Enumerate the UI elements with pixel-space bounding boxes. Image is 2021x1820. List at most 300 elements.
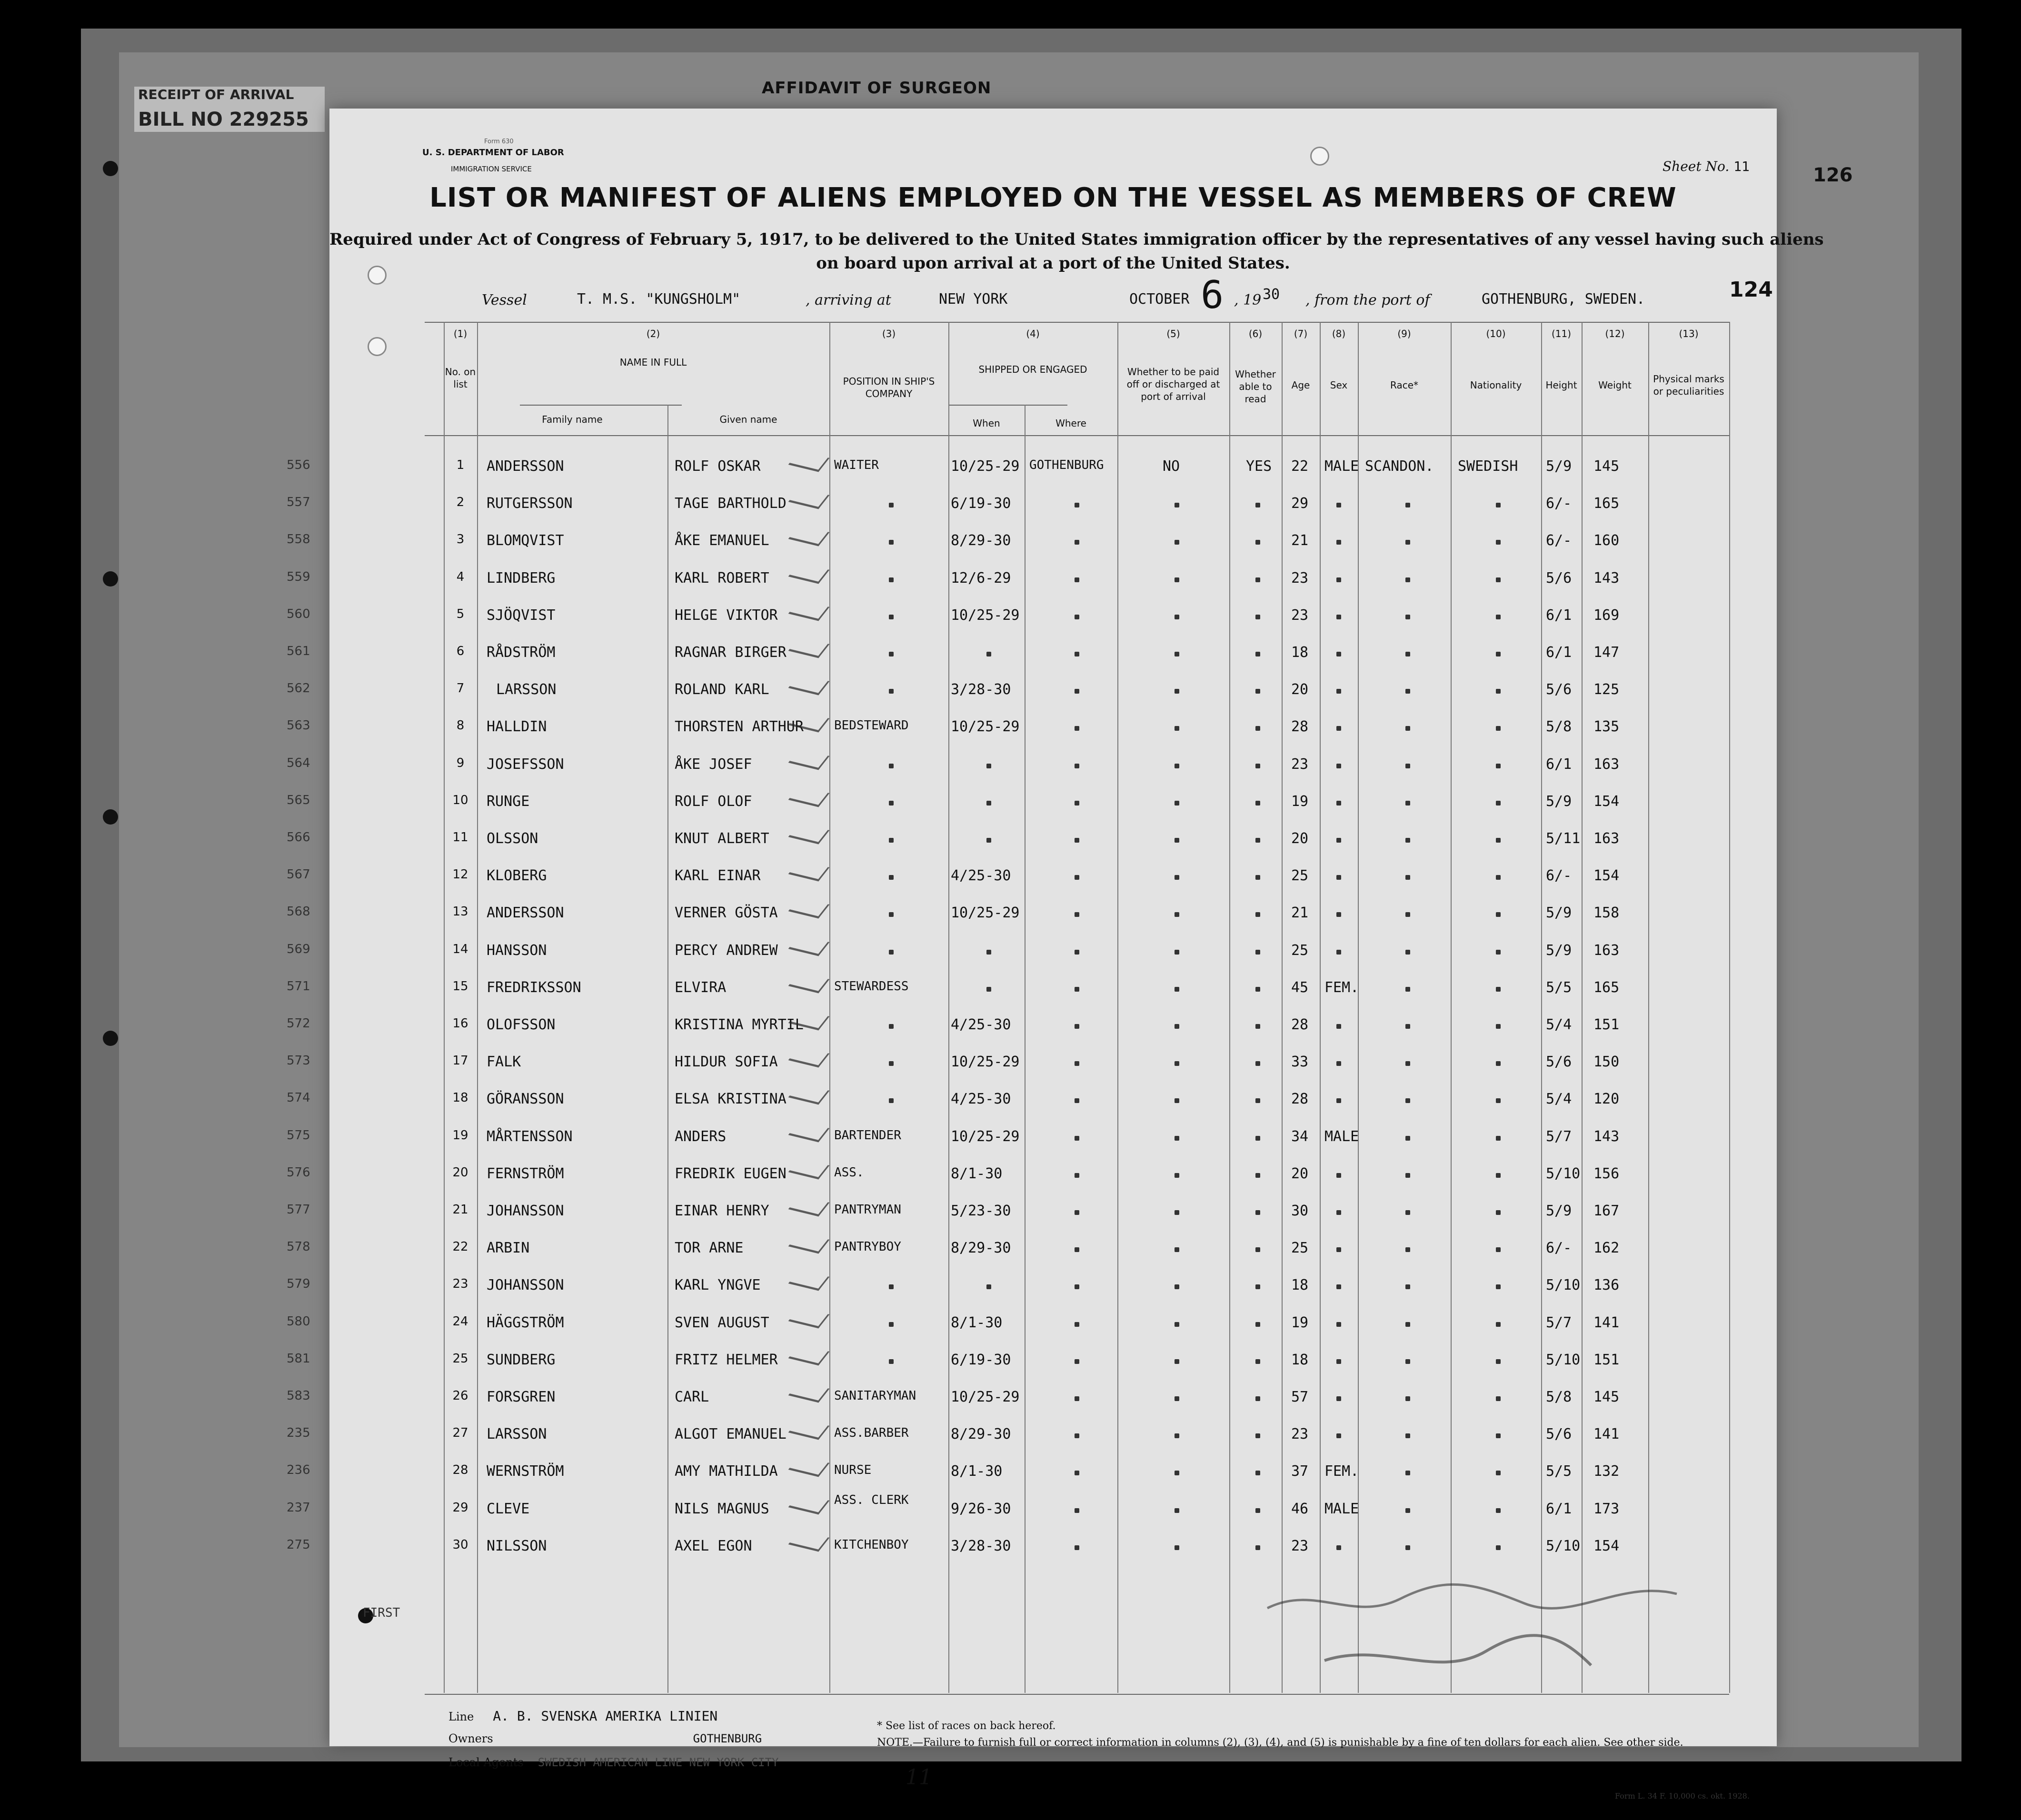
given-name: CARL bbox=[675, 1389, 709, 1405]
row-number: 14 bbox=[452, 942, 468, 956]
ditto-mark bbox=[1405, 615, 1410, 619]
ditto-mark bbox=[1405, 1210, 1410, 1215]
ditto-mark bbox=[889, 503, 894, 507]
line-label: Line bbox=[448, 1710, 474, 1723]
height: 5/8 bbox=[1546, 718, 1572, 736]
footer-rule bbox=[425, 1694, 1729, 1695]
sex: MALE bbox=[1324, 1128, 1359, 1145]
ditto-mark bbox=[1405, 1061, 1410, 1066]
paid-off: NO bbox=[1163, 458, 1180, 475]
ditto-mark bbox=[1255, 1396, 1260, 1401]
shipped-when: 10/25-29 bbox=[951, 905, 1020, 922]
row-number: 25 bbox=[452, 1351, 468, 1366]
ditto-mark bbox=[1336, 1210, 1341, 1215]
ditto-mark bbox=[1175, 1545, 1179, 1550]
col4-header: SHIPPED OR ENGAGED bbox=[978, 364, 1087, 375]
ditto-mark bbox=[1075, 1247, 1079, 1252]
ditto-mark bbox=[1336, 1359, 1341, 1364]
manifest-page bbox=[287, 109, 1824, 1800]
position: NURSE bbox=[834, 1463, 872, 1478]
col3-header: POSITION IN SHIP'S COMPANY bbox=[843, 376, 935, 399]
family-name: SUNDBERG bbox=[487, 1351, 556, 1368]
ditto-mark bbox=[1496, 987, 1501, 992]
position: ASS.BARBER bbox=[834, 1426, 909, 1441]
ditto-mark bbox=[986, 1284, 991, 1289]
family-name: HALLDIN bbox=[487, 718, 547, 736]
col8-header: Sex bbox=[1330, 379, 1348, 391]
row-number: 26 bbox=[452, 1389, 468, 1403]
family-name: FORSGREN bbox=[487, 1389, 556, 1405]
ditto-mark bbox=[889, 577, 894, 582]
height: 6/- bbox=[1546, 1240, 1572, 1257]
ditto-mark bbox=[1075, 540, 1079, 545]
ditto-mark bbox=[889, 1061, 894, 1066]
height: 6/- bbox=[1546, 495, 1572, 512]
ditto-mark bbox=[1075, 652, 1079, 656]
row-margin-number: 577 bbox=[287, 1203, 310, 1217]
pasted-label-title: RECEIPT OF ARRIVAL bbox=[138, 87, 294, 102]
ditto-mark bbox=[1496, 1508, 1501, 1513]
ditto-mark bbox=[1496, 1098, 1501, 1103]
age: 21 bbox=[1291, 905, 1309, 922]
ditto-mark bbox=[1075, 503, 1079, 507]
ditto-mark bbox=[1405, 1136, 1410, 1141]
given-name: RAGNAR BIRGER bbox=[675, 644, 786, 661]
ditto-mark bbox=[1336, 577, 1341, 582]
sheet-label: Sheet No. bbox=[1663, 159, 1730, 174]
age: 25 bbox=[1291, 942, 1309, 959]
given-name: ELSA KRISTINA bbox=[675, 1091, 786, 1108]
ditto-mark bbox=[889, 875, 894, 880]
check-mark bbox=[788, 1046, 830, 1068]
col5-header: Whether to be paid off or discharged at port of arrival bbox=[1126, 366, 1220, 402]
height: 5/6 bbox=[1546, 681, 1572, 698]
row-number: 8 bbox=[456, 718, 465, 733]
check-mark bbox=[788, 525, 830, 547]
name-subheader-rule bbox=[520, 405, 682, 406]
height: 5/6 bbox=[1546, 1054, 1572, 1071]
binder-hole bbox=[103, 1031, 118, 1046]
height: 6/- bbox=[1546, 532, 1572, 549]
age: 18 bbox=[1291, 644, 1309, 661]
weight: 145 bbox=[1593, 458, 1620, 475]
form-id: Form 630 bbox=[484, 138, 514, 145]
age: 33 bbox=[1291, 1054, 1309, 1071]
given-name: THORSTEN ARTHUR bbox=[675, 718, 804, 736]
col9-header: Race* bbox=[1390, 379, 1418, 391]
ditto-mark bbox=[1175, 987, 1179, 992]
weight: 154 bbox=[1593, 793, 1620, 810]
shipped-when: 12/6-29 bbox=[951, 569, 1011, 587]
ditto-mark bbox=[1255, 577, 1260, 582]
ditto-mark bbox=[1175, 1061, 1179, 1066]
ditto-mark bbox=[1175, 950, 1179, 955]
ditto-mark bbox=[1255, 987, 1260, 992]
col12-header: Weight bbox=[1598, 379, 1632, 391]
col2-number: (2) bbox=[646, 328, 660, 339]
row-margin-number: 583 bbox=[287, 1389, 310, 1403]
height: 5/9 bbox=[1546, 458, 1572, 475]
ditto-mark bbox=[1336, 1061, 1341, 1066]
ditto-mark bbox=[1175, 912, 1179, 917]
ditto-mark bbox=[1075, 1322, 1079, 1327]
given-name: NILS MAGNUS bbox=[675, 1500, 769, 1517]
ditto-mark bbox=[1496, 503, 1501, 507]
ditto-mark bbox=[1075, 838, 1079, 843]
given-name: KNUT ALBERT bbox=[675, 830, 769, 847]
ditto-mark bbox=[1336, 912, 1341, 917]
ditto-mark bbox=[1175, 726, 1179, 731]
check-mark bbox=[788, 897, 830, 919]
row-margin-number: 575 bbox=[287, 1128, 310, 1143]
weight: 163 bbox=[1593, 830, 1620, 847]
ditto-mark bbox=[1405, 1322, 1410, 1327]
position: PANTRYBOY bbox=[834, 1240, 901, 1254]
age: 28 bbox=[1291, 1091, 1309, 1108]
ditto-mark bbox=[1496, 652, 1501, 656]
row-margin-number: 578 bbox=[287, 1240, 310, 1254]
ditto-mark bbox=[1336, 503, 1341, 507]
given-name: HELGE VIKTOR bbox=[675, 607, 778, 624]
position: BARTENDER bbox=[834, 1128, 901, 1143]
age: 25 bbox=[1291, 867, 1309, 885]
check-mark bbox=[788, 1307, 830, 1328]
ditto-mark bbox=[1336, 652, 1341, 656]
ditto-mark bbox=[1175, 838, 1179, 843]
ditto-mark bbox=[1255, 875, 1260, 880]
department-line: U. S. DEPARTMENT OF LABOR bbox=[422, 148, 564, 158]
ditto-mark bbox=[889, 652, 894, 656]
height: 5/7 bbox=[1546, 1314, 1572, 1331]
row-number: 9 bbox=[456, 756, 465, 770]
weight: 135 bbox=[1593, 718, 1620, 736]
age: 19 bbox=[1291, 793, 1309, 810]
age: 23 bbox=[1291, 1537, 1309, 1554]
check-mark bbox=[788, 1344, 830, 1365]
age: 18 bbox=[1291, 1351, 1309, 1368]
ditto-mark bbox=[1175, 652, 1179, 656]
punch-hole bbox=[368, 337, 387, 356]
given-name: ALGOT EMANUEL bbox=[675, 1426, 786, 1443]
given-name: SVEN AUGUST bbox=[675, 1314, 769, 1331]
ditto-mark bbox=[1175, 1136, 1179, 1141]
shipped-when: 8/29-30 bbox=[951, 532, 1011, 549]
row-margin-number: 572 bbox=[287, 1016, 310, 1031]
col13-number: (13) bbox=[1679, 328, 1699, 339]
row-margin-number: 557 bbox=[287, 495, 310, 510]
ditto-mark bbox=[1336, 1433, 1341, 1438]
ditto-mark bbox=[889, 838, 894, 843]
family-name: GÖRANSSON bbox=[487, 1091, 564, 1108]
row-number: 11 bbox=[452, 830, 468, 845]
ditto-mark bbox=[1496, 1247, 1501, 1252]
from-label: , from the port of bbox=[1305, 292, 1430, 308]
check-mark bbox=[788, 972, 830, 993]
col6-number: (6) bbox=[1248, 328, 1263, 339]
ditto-mark bbox=[1175, 1173, 1179, 1178]
given-name: ÅKE EMANUEL bbox=[675, 532, 769, 549]
pasted-label-number: BILL NO 229255 bbox=[138, 109, 309, 130]
family-name: WERNSTRÖM bbox=[487, 1463, 564, 1480]
ditto-mark bbox=[1255, 1210, 1260, 1215]
ditto-mark bbox=[1496, 1284, 1501, 1289]
row-number: 10 bbox=[452, 793, 468, 807]
ditto-mark bbox=[1496, 838, 1501, 843]
family-name: OLSSON bbox=[487, 830, 538, 847]
footnote-note: NOTE.—Failure to furnish full or correct information in columns (2), (3), (4), and (5) is punishable by a fine of ten dollars for each alien. See other side. bbox=[877, 1737, 1683, 1749]
ditto-mark bbox=[1175, 1247, 1179, 1252]
vessel-label: Vessel bbox=[482, 292, 527, 308]
ditto-mark bbox=[1496, 1136, 1501, 1141]
row-number: 19 bbox=[452, 1128, 468, 1143]
first-class-note: FIRST bbox=[363, 1606, 400, 1620]
height: 5/5 bbox=[1546, 1463, 1572, 1480]
shipped-when: 3/28-30 bbox=[951, 681, 1011, 698]
requirement-line-2: on board upon arrival at a port of the United States. bbox=[816, 254, 1290, 273]
col1-number: (1) bbox=[453, 328, 468, 339]
family-name: NILSSON bbox=[487, 1537, 547, 1554]
shipped-when: 8/1-30 bbox=[951, 1463, 1003, 1480]
ditto-mark bbox=[1496, 950, 1501, 955]
row-margin-number: 558 bbox=[287, 532, 310, 547]
nationality: SWEDISH bbox=[1458, 458, 1518, 475]
age: 23 bbox=[1291, 756, 1309, 773]
height: 5/6 bbox=[1546, 1426, 1572, 1443]
weight: 136 bbox=[1593, 1277, 1620, 1294]
col4-where-header: Where bbox=[1055, 418, 1086, 429]
col2-header: NAME IN FULL bbox=[619, 357, 687, 368]
ditto-mark bbox=[1405, 577, 1410, 582]
weight: 163 bbox=[1593, 756, 1620, 773]
sex: FEM. bbox=[1324, 979, 1359, 996]
ditto-mark bbox=[1075, 801, 1079, 806]
col4-when-header: When bbox=[973, 418, 1000, 429]
given-name: KARL EINAR bbox=[675, 867, 761, 885]
ditto-mark bbox=[1175, 1210, 1179, 1215]
col12-number: (12) bbox=[1605, 328, 1625, 339]
given-name: ROLAND KARL bbox=[675, 681, 769, 698]
height: 5/8 bbox=[1546, 1389, 1572, 1405]
ditto-mark bbox=[1175, 689, 1179, 694]
check-mark bbox=[788, 1493, 830, 1514]
age: 37 bbox=[1291, 1463, 1309, 1480]
ditto-mark bbox=[1075, 1396, 1079, 1401]
family-name: ANDERSSON bbox=[487, 458, 564, 475]
row-margin-number: 236 bbox=[287, 1463, 310, 1478]
ditto-mark bbox=[1175, 615, 1179, 619]
affidavit-header: AFFIDAVIT OF SURGEON bbox=[762, 79, 992, 98]
ditto-mark bbox=[1255, 1247, 1260, 1252]
check-mark bbox=[788, 748, 830, 770]
row-margin-number: 565 bbox=[287, 793, 310, 807]
ditto-mark bbox=[1075, 1471, 1079, 1475]
age: 21 bbox=[1291, 532, 1309, 549]
age: 22 bbox=[1291, 458, 1309, 475]
age: 20 bbox=[1291, 830, 1309, 847]
ditto-mark bbox=[1075, 726, 1079, 731]
shipped-when: 6/19-30 bbox=[951, 1351, 1011, 1368]
ditto-mark bbox=[1336, 615, 1341, 619]
age: 18 bbox=[1291, 1277, 1309, 1294]
weight: 162 bbox=[1593, 1240, 1620, 1257]
binder-hole bbox=[103, 809, 118, 825]
ditto-mark bbox=[1336, 764, 1341, 768]
requirement-line-1: Required under Act of Congress of February 5, 1917, to be delivered to the United States immigration officer by the representatives of any vessel having such aliens bbox=[329, 230, 1824, 249]
weight: 141 bbox=[1593, 1426, 1620, 1443]
ditto-mark bbox=[1336, 801, 1341, 806]
height: 6/1 bbox=[1546, 1500, 1572, 1517]
ditto-mark bbox=[1496, 764, 1501, 768]
ditto-mark bbox=[1496, 1396, 1501, 1401]
ditto-mark bbox=[1336, 1173, 1341, 1178]
height: 5/4 bbox=[1546, 1091, 1572, 1108]
year-value: 30 bbox=[1263, 286, 1280, 303]
given-name: HILDUR SOFIA bbox=[675, 1054, 778, 1071]
given-name: KARL ROBERT bbox=[675, 569, 769, 587]
ditto-mark bbox=[1175, 1024, 1179, 1029]
ditto-mark bbox=[1255, 1284, 1260, 1289]
row-number: 2 bbox=[456, 495, 465, 510]
ditto-mark bbox=[1405, 764, 1410, 768]
row-margin-number: 237 bbox=[287, 1500, 310, 1515]
ditto-mark bbox=[1336, 1545, 1341, 1550]
ditto-mark bbox=[1496, 1545, 1501, 1550]
check-mark bbox=[788, 562, 830, 584]
family-name: RUTGERSSON bbox=[487, 495, 573, 512]
race: SCANDON. bbox=[1365, 458, 1434, 475]
weight: 143 bbox=[1593, 569, 1620, 587]
ditto-mark bbox=[1496, 1433, 1501, 1438]
ditto-mark bbox=[1496, 1061, 1501, 1066]
ditto-mark bbox=[1255, 1024, 1260, 1029]
height: 5/10 bbox=[1546, 1537, 1581, 1554]
ditto-mark bbox=[1255, 1359, 1260, 1364]
ditto-mark bbox=[1175, 503, 1179, 507]
shipped-when: 10/25-29 bbox=[951, 1389, 1020, 1405]
ditto-mark bbox=[889, 950, 894, 955]
row-number: 5 bbox=[456, 607, 465, 621]
row-number: 3 bbox=[456, 532, 465, 547]
height: 5/9 bbox=[1546, 942, 1572, 959]
ditto-mark bbox=[1336, 540, 1341, 545]
ditto-mark bbox=[1255, 1508, 1260, 1513]
shipped-when: 8/29-30 bbox=[951, 1426, 1011, 1443]
ditto-mark bbox=[1175, 1098, 1179, 1103]
shipped-when: 10/25-29 bbox=[951, 1054, 1020, 1071]
height: 5/10 bbox=[1546, 1351, 1581, 1368]
col4-number: (4) bbox=[1026, 328, 1040, 339]
weight: 150 bbox=[1593, 1054, 1620, 1071]
check-mark bbox=[788, 488, 830, 509]
weight: 125 bbox=[1593, 681, 1620, 698]
age: 23 bbox=[1291, 1426, 1309, 1443]
row-number: 15 bbox=[452, 979, 468, 994]
family-name: RUNGE bbox=[487, 793, 530, 810]
ditto-mark bbox=[1405, 1508, 1410, 1513]
weight: 165 bbox=[1593, 495, 1620, 512]
shipped-when: 10/25-29 bbox=[951, 458, 1020, 475]
ditto-mark bbox=[1255, 503, 1260, 507]
row-number: 6 bbox=[456, 644, 465, 658]
given-name: ANDERS bbox=[675, 1128, 727, 1145]
footnote-races: * See list of races on back hereof. bbox=[877, 1720, 1056, 1732]
position: ASS. CLERK bbox=[834, 1492, 909, 1507]
age: 19 bbox=[1291, 1314, 1309, 1331]
height: 5/9 bbox=[1546, 905, 1572, 922]
row-number: 27 bbox=[452, 1426, 468, 1441]
ditto-mark bbox=[1175, 801, 1179, 806]
ditto-mark bbox=[1075, 1210, 1079, 1215]
col3-number: (3) bbox=[882, 328, 896, 339]
ditto-mark bbox=[1175, 1284, 1179, 1289]
ditto-mark bbox=[1255, 838, 1260, 843]
check-mark bbox=[788, 1456, 830, 1477]
height: 5/10 bbox=[1546, 1277, 1581, 1294]
shipped-when: 6/19-30 bbox=[951, 495, 1011, 512]
weight: 154 bbox=[1593, 867, 1620, 885]
family-name: ARBIN bbox=[487, 1240, 530, 1257]
sex: FEM. bbox=[1324, 1463, 1359, 1480]
weight: 156 bbox=[1593, 1165, 1620, 1182]
ditto-mark bbox=[1075, 764, 1079, 768]
ditto-mark bbox=[1405, 726, 1410, 731]
weight: 158 bbox=[1593, 905, 1620, 922]
shipped-when: 3/28-30 bbox=[951, 1537, 1011, 1554]
family-name: JOHANSSON bbox=[487, 1203, 564, 1219]
given-name: AMY MATHILDA bbox=[675, 1463, 778, 1480]
check-mark bbox=[788, 451, 830, 472]
col8-number: (8) bbox=[1332, 328, 1346, 339]
ditto-mark bbox=[1255, 1136, 1260, 1141]
ditto-mark bbox=[1496, 1173, 1501, 1178]
row-number: 21 bbox=[452, 1203, 468, 1217]
ditto-mark bbox=[1496, 1359, 1501, 1364]
weight: 167 bbox=[1593, 1203, 1620, 1219]
check-mark bbox=[788, 860, 830, 882]
shipped-when: 4/25-30 bbox=[951, 867, 1011, 885]
row-margin-number: 581 bbox=[287, 1351, 310, 1366]
row-number: 22 bbox=[452, 1240, 468, 1254]
col2-family-header: Family name bbox=[542, 414, 603, 425]
shipped-where: GOTHENBURG bbox=[1029, 458, 1104, 472]
age: 30 bbox=[1291, 1203, 1309, 1219]
row-margin-number: 569 bbox=[287, 942, 310, 956]
check-mark bbox=[788, 823, 830, 845]
given-name: EINAR HENRY bbox=[675, 1203, 769, 1219]
row-margin-number: 580 bbox=[287, 1314, 310, 1329]
ditto-mark bbox=[1496, 1024, 1501, 1029]
ditto-mark bbox=[1175, 1322, 1179, 1327]
table-top-rule bbox=[425, 322, 1729, 323]
family-name: LINDBERG bbox=[487, 569, 556, 587]
row-margin-number: 563 bbox=[287, 718, 310, 733]
shipped-subheader-rule bbox=[948, 405, 1067, 406]
shipped-when: 8/29-30 bbox=[951, 1240, 1011, 1257]
ditto-mark bbox=[1075, 1061, 1079, 1066]
weight: 132 bbox=[1593, 1463, 1620, 1480]
ditto-mark bbox=[1255, 1433, 1260, 1438]
ditto-mark bbox=[986, 838, 991, 843]
height: 6/1 bbox=[1546, 756, 1572, 773]
sheet-value: 11 bbox=[1733, 159, 1750, 174]
ditto-mark bbox=[1336, 689, 1341, 694]
ditto-mark bbox=[1255, 1471, 1260, 1475]
ditto-mark bbox=[1405, 912, 1410, 917]
ditto-mark bbox=[1255, 1098, 1260, 1103]
col6-header: Whether able to read bbox=[1235, 368, 1276, 405]
height: 5/5 bbox=[1546, 979, 1572, 996]
age: 28 bbox=[1291, 1016, 1309, 1033]
